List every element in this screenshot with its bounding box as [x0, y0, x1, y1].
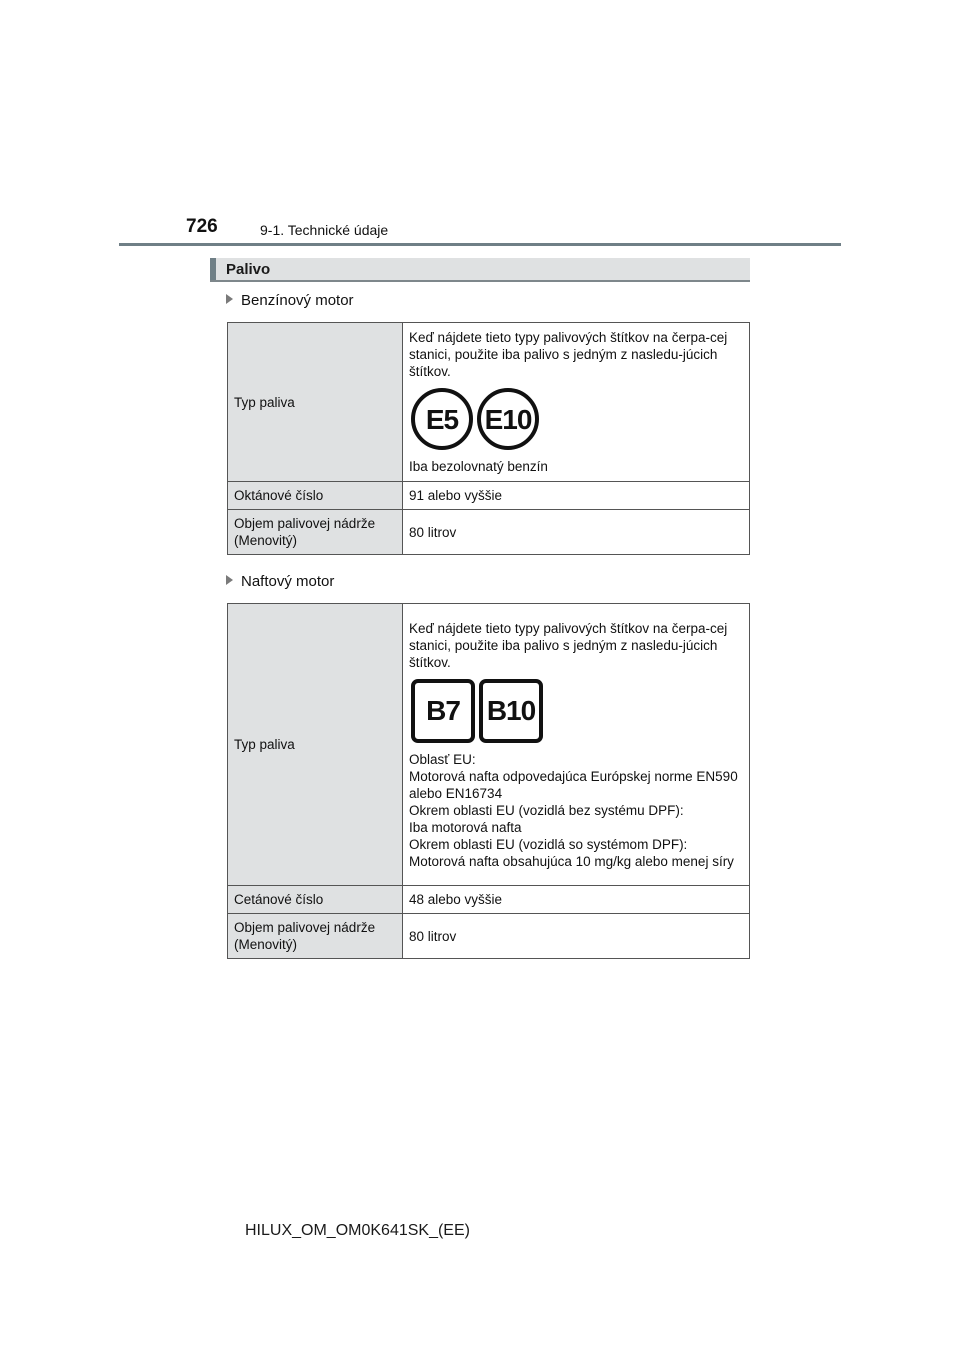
petrol-spec-table [227, 322, 750, 555]
diesel-cetane-value: 48 alebo vyššie [403, 886, 750, 914]
petrol-fuel-note: Iba bezolovnatý benzín [409, 459, 548, 474]
diesel-fuel-notes [409, 751, 743, 870]
fuel-label-e10-icon: E10 [477, 388, 539, 450]
diesel-note-line: Motorová nafta odpovedajúca Európskej norme EN590 alebo EN16734 [409, 768, 738, 801]
petrol-fuel-badges [411, 388, 743, 450]
petrol-tank-label: Objem palivovej nádrže (Menovitý) [228, 510, 403, 555]
petrol-fuel-type-value [403, 323, 750, 482]
fuel-label-e5-icon: E5 [411, 388, 473, 450]
section-header-bar [210, 258, 216, 280]
petrol-octane-label: Oktánové číslo [228, 482, 403, 510]
petrol-heading-text: Benzínový motor [241, 292, 354, 309]
diesel-fuel-badges [411, 679, 743, 743]
diesel-note-line: Okrem oblasti EU (vozidlá so systémom DPF): [409, 836, 688, 852]
diesel-note-line: Motorová nafta obsahujúca 10 mg/kg alebo menej síry [409, 853, 734, 869]
diesel-tank-label: Objem palivovej nádrže (Menovitý) [228, 914, 403, 959]
petrol-fuel-type-label: Typ paliva [228, 323, 403, 482]
diesel-tank-value: 80 litrov [403, 914, 750, 959]
diesel-heading-text: Naftový motor [241, 573, 335, 590]
table-row [228, 323, 750, 482]
diesel-note-line: Okrem oblasti EU (vozidlá bez systému DPF): [409, 802, 684, 818]
diesel-spec-table [227, 603, 750, 959]
diesel-heading [226, 573, 334, 590]
table-row [228, 510, 750, 555]
diesel-cetane-label: Cetánové číslo [228, 886, 403, 914]
fuel-label-b10-icon: B10 [479, 679, 543, 743]
triangle-bullet-icon [226, 294, 233, 304]
diesel-fuel-type-label: Typ paliva [228, 604, 403, 886]
header-rule [119, 243, 841, 246]
petrol-octane-value: 91 alebo vyššie [403, 482, 750, 510]
chapter-title: 9-1. Technické údaje [260, 222, 389, 238]
table-row [228, 914, 750, 959]
section-title: Palivo [226, 261, 271, 278]
triangle-bullet-icon [226, 575, 233, 585]
table-row [228, 482, 750, 510]
document-id: HILUX_OM_OM0K641SK_(EE) [245, 1222, 470, 1239]
diesel-note-line: Oblasť EU: [409, 751, 476, 767]
diesel-note-line: Iba motorová nafta [409, 819, 522, 835]
diesel-fuel-intro: Keď nájdete tieto typy palivových štítkov na čerpa-cej stanici, použite iba palivo s jedným z nasledu-júcich štítkov. [409, 620, 728, 670]
page-number: 726 [186, 216, 218, 237]
petrol-tank-value: 80 litrov [403, 510, 750, 555]
diesel-fuel-type-value [403, 604, 750, 886]
petrol-heading [226, 292, 354, 309]
fuel-label-b7-icon: B7 [411, 679, 475, 743]
table-row [228, 604, 750, 886]
section-header [210, 258, 750, 282]
table-row [228, 886, 750, 914]
petrol-fuel-intro: Keď nájdete tieto typy palivových štítkov na čerpa-cej stanici, použite iba palivo s jedným z nasledu-júcich štítkov. [409, 330, 728, 379]
